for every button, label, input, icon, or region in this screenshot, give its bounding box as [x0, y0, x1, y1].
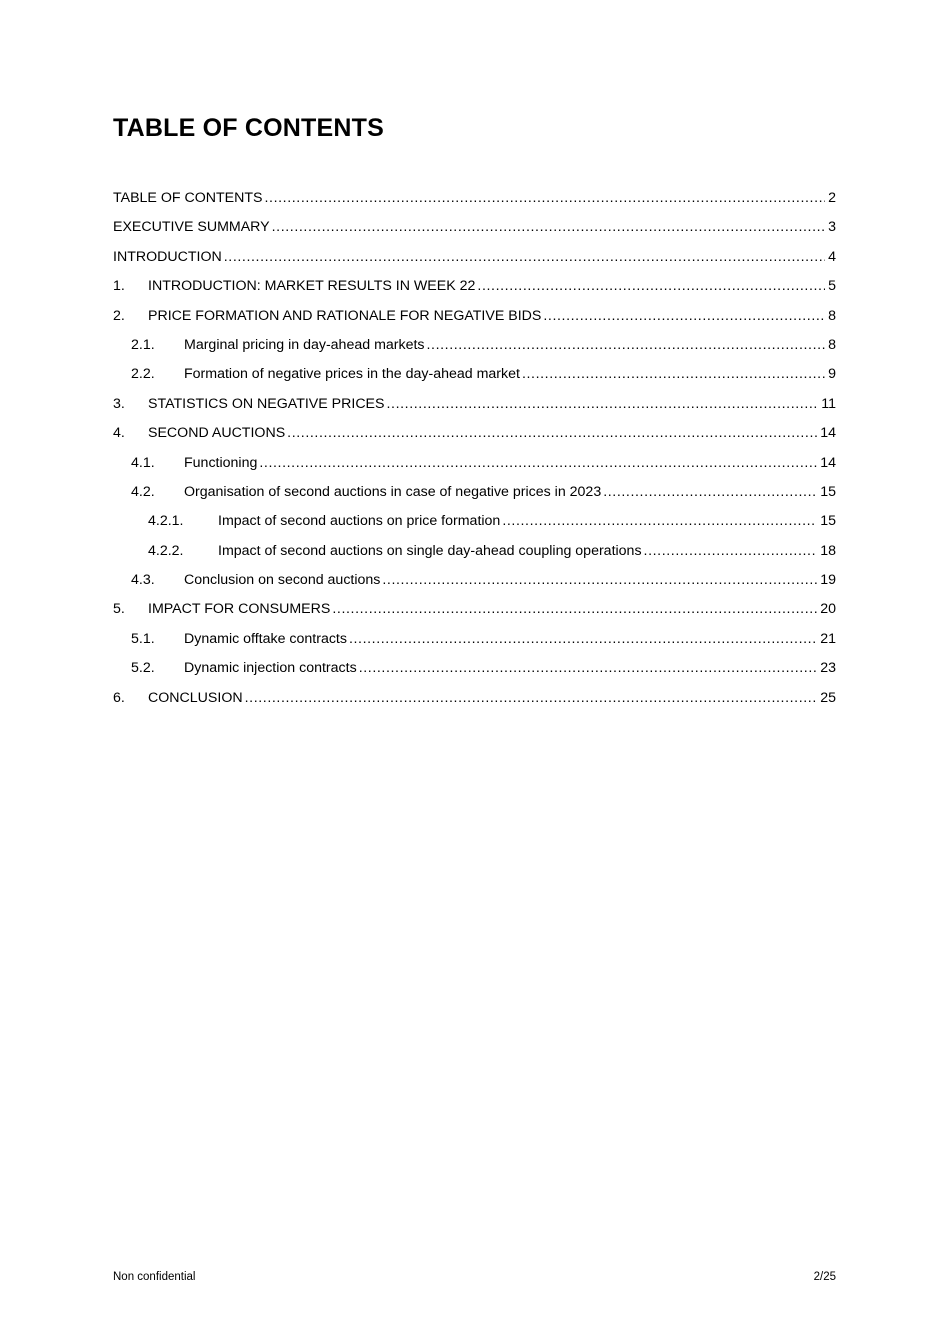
- toc-entry-number: 2.1.: [131, 336, 155, 353]
- toc-entry-label: Conclusion on second auctions: [184, 572, 381, 589]
- toc-entry-label: INTRODUCTION: [113, 248, 222, 265]
- toc-dot-leader: [644, 539, 818, 563]
- toc-entry-section-4-2-2[interactable]: [113, 539, 836, 568]
- toc-dot-leader: [502, 509, 817, 533]
- toc-entry-section-4[interactable]: [113, 421, 836, 450]
- toc-page-number: 9: [828, 366, 836, 383]
- toc-page-number: 3: [828, 219, 836, 236]
- toc-dot-leader: [382, 568, 817, 592]
- toc-dot-leader: [224, 245, 825, 269]
- toc-page-number: 5: [828, 278, 836, 295]
- toc-page-number: 15: [820, 483, 836, 500]
- toc-entry-label: IMPACT FOR CONSUMERS: [148, 601, 331, 618]
- toc-dot-leader: [265, 186, 826, 210]
- page-footer: [113, 1271, 836, 1283]
- toc-dot-leader: [332, 597, 817, 621]
- toc-page-number: 11: [821, 395, 836, 412]
- toc-entry-section-5-2[interactable]: [113, 656, 836, 685]
- toc-entry-label: Formation of negative prices in the day-ahead market: [184, 366, 520, 383]
- toc-page-number: 8: [828, 307, 836, 324]
- toc-dot-leader: [427, 333, 826, 357]
- toc-entry-section-4-2[interactable]: [113, 480, 836, 509]
- toc-page-number: 19: [820, 572, 836, 589]
- toc-page-number: 8: [828, 336, 836, 353]
- toc-entry-label: Impact of second auctions on single day-ahead coupling operations: [218, 542, 642, 559]
- toc-entry-label: EXECUTIVE SUMMARY: [113, 219, 270, 236]
- toc-page-number: 14: [820, 425, 836, 442]
- toc-dot-leader: [522, 362, 825, 386]
- toc-entry-section-4-3[interactable]: [113, 568, 836, 597]
- toc-dot-leader: [245, 686, 818, 710]
- toc-entry-section-2-2[interactable]: [113, 362, 836, 391]
- toc-page-number: 14: [820, 454, 836, 471]
- toc-entry-number: 6.: [113, 689, 125, 706]
- toc-entry-number: 4.3.: [131, 572, 155, 589]
- toc-entry-label: SECOND AUCTIONS: [148, 425, 286, 442]
- toc-entry-number: 5.2.: [131, 660, 155, 677]
- footer-classification: Non confidential: [113, 1271, 196, 1283]
- toc-entry-section-2-1[interactable]: [113, 333, 836, 362]
- toc-entry-number: 4.2.1.: [148, 513, 184, 530]
- toc-dot-leader: [477, 274, 825, 298]
- toc-page-number: 20: [820, 601, 836, 618]
- toc-dot-leader: [287, 421, 817, 445]
- toc-dot-leader: [387, 392, 819, 416]
- toc-entry-section-4-1[interactable]: [113, 451, 836, 480]
- toc-page-number: 4: [828, 248, 836, 265]
- toc-entry-number: 4.2.: [131, 483, 155, 500]
- toc-dot-leader: [272, 215, 825, 239]
- toc-entry-label: Marginal pricing in day-ahead markets: [184, 336, 425, 353]
- toc-entry-section-6[interactable]: [113, 686, 836, 715]
- toc-entry-label: Organisation of second auctions in case of negative prices in 2023: [184, 483, 602, 500]
- toc-entry-number: 4.2.2.: [148, 542, 184, 559]
- toc-page-number: 21: [820, 630, 836, 647]
- footer-page-number: 2/25: [813, 1271, 836, 1283]
- toc-entry-introduction[interactable]: [113, 245, 836, 274]
- toc-entry-number: 5.1.: [131, 630, 155, 647]
- toc-entry-table-of-contents[interactable]: [113, 186, 836, 215]
- toc-entry-label: Dynamic injection contracts: [184, 660, 357, 677]
- toc-dot-leader: [359, 656, 818, 680]
- toc-page-number: 25: [820, 689, 836, 706]
- toc-entry-label: CONCLUSION: [148, 689, 243, 706]
- page-title: TABLE OF CONTENTS: [113, 114, 384, 142]
- toc-dot-leader: [543, 304, 825, 328]
- toc-entry-label: PRICE FORMATION AND RATIONALE FOR NEGATIVE BIDS: [148, 307, 542, 324]
- toc-entry-label: Impact of second auctions on price formation: [218, 513, 501, 530]
- toc-page-number: 2: [828, 190, 836, 206]
- toc-entry-label: INTRODUCTION: MARKET RESULTS IN WEEK 22: [148, 278, 476, 295]
- toc-entry-executive-summary[interactable]: [113, 215, 836, 244]
- toc-entry-section-1[interactable]: [113, 274, 836, 303]
- table-of-contents: [113, 186, 836, 715]
- toc-entry-label: STATISTICS ON NEGATIVE PRICES: [148, 395, 385, 412]
- toc-entry-section-5[interactable]: [113, 597, 836, 626]
- toc-entry-section-5-1[interactable]: [113, 627, 836, 656]
- toc-entry-number: 4.: [113, 425, 125, 442]
- toc-entry-section-3[interactable]: [113, 392, 836, 421]
- toc-dot-leader: [349, 627, 817, 651]
- toc-entry-section-2[interactable]: [113, 304, 836, 333]
- toc-dot-leader: [603, 480, 817, 504]
- toc-entry-number: 2.: [113, 307, 125, 324]
- toc-entry-number: 1.: [113, 278, 125, 295]
- toc-dot-leader: [259, 451, 817, 475]
- toc-page-number: 23: [820, 660, 836, 677]
- toc-page-number: 15: [820, 513, 836, 530]
- toc-entry-number: 3.: [113, 395, 125, 412]
- toc-entry-label: Dynamic offtake contracts: [184, 630, 347, 647]
- toc-entry-number: 4.1.: [131, 454, 155, 471]
- toc-entry-label: Functioning: [184, 454, 258, 471]
- toc-page-number: 18: [820, 542, 836, 559]
- toc-entry-label: TABLE OF CONTENTS: [113, 190, 263, 206]
- toc-entry-number: 5.: [113, 601, 125, 618]
- toc-entry-number: 2.2.: [131, 366, 155, 383]
- toc-entry-section-4-2-1[interactable]: [113, 509, 836, 538]
